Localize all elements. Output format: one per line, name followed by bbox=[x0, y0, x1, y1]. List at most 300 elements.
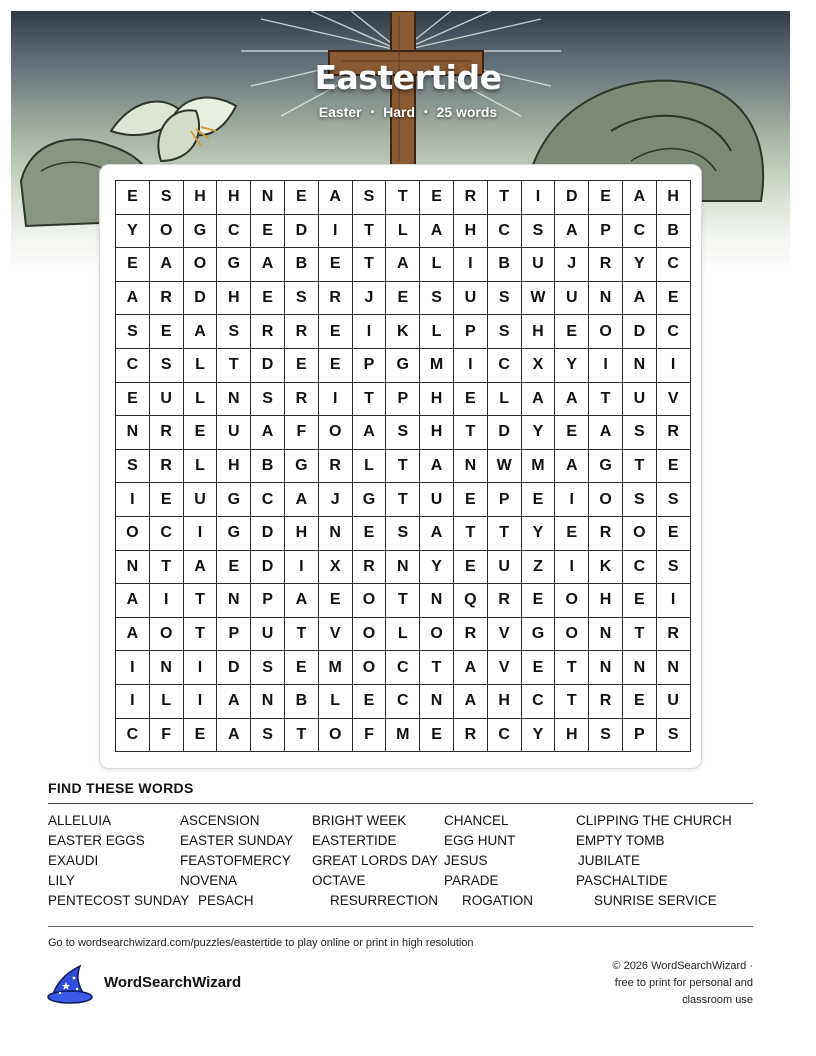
grid-cell[interactable]: O bbox=[589, 315, 623, 349]
grid-cell[interactable]: T bbox=[622, 617, 656, 651]
grid-cell[interactable]: D bbox=[217, 651, 251, 685]
grid-cell[interactable]: E bbox=[284, 651, 318, 685]
grid-cell[interactable]: L bbox=[420, 248, 454, 282]
grid-cell[interactable]: L bbox=[149, 684, 183, 718]
grid-cell[interactable]: F bbox=[149, 718, 183, 752]
grid-cell[interactable]: R bbox=[453, 718, 487, 752]
grid-cell[interactable]: R bbox=[352, 550, 386, 584]
grid-cell[interactable]: D bbox=[251, 516, 285, 550]
grid-row bbox=[116, 584, 691, 618]
grid-cell[interactable]: U bbox=[420, 483, 454, 517]
grid-cell[interactable]: E bbox=[622, 684, 656, 718]
grid-cell[interactable]: A bbox=[589, 416, 623, 450]
grid-cell[interactable]: G bbox=[284, 449, 318, 483]
grid-cell[interactable]: G bbox=[589, 449, 623, 483]
grid-row bbox=[116, 181, 691, 215]
grid-cell[interactable]: A bbox=[420, 449, 454, 483]
grid-cell[interactable]: U bbox=[251, 617, 285, 651]
grid-cell[interactable]: I bbox=[284, 550, 318, 584]
word-list-item: JUBILATE bbox=[578, 853, 641, 868]
grid-cell[interactable]: I bbox=[453, 248, 487, 282]
grid-cell[interactable]: P bbox=[386, 382, 420, 416]
grid-cell[interactable]: C bbox=[386, 651, 420, 685]
grid-cell[interactable]: P bbox=[352, 348, 386, 382]
grid-cell[interactable]: D bbox=[183, 281, 217, 315]
grid-cell[interactable]: Y bbox=[555, 348, 589, 382]
grid-cell[interactable]: J bbox=[555, 248, 589, 282]
grid-cell[interactable]: S bbox=[149, 348, 183, 382]
word-list bbox=[48, 813, 753, 923]
grid-cell[interactable]: V bbox=[318, 617, 352, 651]
grid-cell[interactable]: Y bbox=[622, 248, 656, 282]
grid-cell[interactable]: Y bbox=[521, 718, 555, 752]
grid-cell[interactable]: J bbox=[318, 483, 352, 517]
grid-cell[interactable]: H bbox=[217, 449, 251, 483]
grid-cell[interactable]: M bbox=[521, 449, 555, 483]
grid-cell[interactable]: A bbox=[116, 617, 150, 651]
grid-cell[interactable]: P bbox=[453, 315, 487, 349]
grid-cell[interactable]: R bbox=[149, 281, 183, 315]
grid-cell[interactable]: R bbox=[284, 315, 318, 349]
grid-cell[interactable]: O bbox=[116, 516, 150, 550]
grid-cell[interactable]: B bbox=[284, 684, 318, 718]
grid-cell[interactable]: A bbox=[318, 181, 352, 215]
grid-cell[interactable]: B bbox=[251, 449, 285, 483]
grid-cell[interactable]: A bbox=[251, 416, 285, 450]
grid-cell[interactable]: N bbox=[589, 651, 623, 685]
grid-cell[interactable]: L bbox=[386, 214, 420, 248]
grid-row bbox=[116, 684, 691, 718]
grid-cell[interactable]: T bbox=[183, 584, 217, 618]
grid-cell[interactable]: N bbox=[217, 584, 251, 618]
grid-cell[interactable]: S bbox=[386, 416, 420, 450]
grid-cell[interactable]: E bbox=[656, 449, 690, 483]
grid-cell[interactable]: O bbox=[589, 483, 623, 517]
grid-cell[interactable]: L bbox=[386, 617, 420, 651]
grid-cell[interactable]: T bbox=[555, 651, 589, 685]
grid-cell[interactable]: A bbox=[116, 584, 150, 618]
grid-cell[interactable]: T bbox=[183, 617, 217, 651]
grid-cell[interactable]: T bbox=[622, 449, 656, 483]
grid-cell[interactable]: I bbox=[555, 550, 589, 584]
grid-cell[interactable]: T bbox=[453, 416, 487, 450]
grid-cell[interactable]: I bbox=[183, 516, 217, 550]
grid-cell[interactable]: C bbox=[487, 718, 521, 752]
grid-cell[interactable]: L bbox=[183, 348, 217, 382]
grid-cell[interactable]: D bbox=[251, 550, 285, 584]
grid-cell[interactable]: R bbox=[656, 617, 690, 651]
grid-cell[interactable]: S bbox=[386, 516, 420, 550]
grid-cell[interactable]: I bbox=[656, 584, 690, 618]
grid-cell[interactable]: H bbox=[521, 315, 555, 349]
grid-cell[interactable]: T bbox=[217, 348, 251, 382]
grid-cell[interactable]: H bbox=[589, 584, 623, 618]
grid-cell[interactable]: L bbox=[420, 315, 454, 349]
grid-cell[interactable]: E bbox=[149, 315, 183, 349]
grid-cell[interactable]: T bbox=[487, 181, 521, 215]
grid-cell[interactable]: T bbox=[352, 382, 386, 416]
grid-cell[interactable]: O bbox=[555, 617, 589, 651]
grid-cell[interactable]: C bbox=[521, 684, 555, 718]
grid-cell[interactable]: A bbox=[284, 483, 318, 517]
grid-cell[interactable]: I bbox=[555, 483, 589, 517]
grid-cell[interactable]: R bbox=[284, 382, 318, 416]
grid-cell[interactable]: A bbox=[352, 416, 386, 450]
grid-cell[interactable]: P bbox=[251, 584, 285, 618]
grid-cell[interactable]: H bbox=[183, 181, 217, 215]
grid-cell[interactable]: N bbox=[656, 651, 690, 685]
grid-cell[interactable]: O bbox=[352, 651, 386, 685]
grid-cell[interactable]: E bbox=[555, 315, 589, 349]
grid-cell[interactable]: A bbox=[251, 248, 285, 282]
grid-cell[interactable]: J bbox=[352, 281, 386, 315]
grid-cell[interactable]: D bbox=[251, 348, 285, 382]
grid-cell[interactable]: R bbox=[251, 315, 285, 349]
grid-cell[interactable]: S bbox=[116, 449, 150, 483]
grid-cell[interactable]: I bbox=[318, 382, 352, 416]
grid-cell[interactable]: I bbox=[453, 348, 487, 382]
grid-cell[interactable]: E bbox=[217, 550, 251, 584]
grid-cell[interactable]: M bbox=[386, 718, 420, 752]
grid-cell[interactable]: N bbox=[386, 550, 420, 584]
grid-cell[interactable]: A bbox=[116, 281, 150, 315]
grid-cell[interactable]: A bbox=[183, 550, 217, 584]
grid-cell[interactable]: R bbox=[589, 516, 623, 550]
grid-cell[interactable]: T bbox=[453, 516, 487, 550]
grid-cell[interactable]: U bbox=[487, 550, 521, 584]
grid-cell[interactable]: E bbox=[183, 416, 217, 450]
grid-cell[interactable]: L bbox=[183, 382, 217, 416]
grid-cell[interactable]: R bbox=[487, 584, 521, 618]
grid-cell[interactable]: N bbox=[251, 181, 285, 215]
grid-cell[interactable]: O bbox=[149, 617, 183, 651]
copyright-line: © 2026 WordSearchWizard · bbox=[612, 960, 753, 972]
grid-cell[interactable]: K bbox=[589, 550, 623, 584]
grid-cell[interactable]: P bbox=[622, 718, 656, 752]
grid-cell[interactable]: A bbox=[555, 382, 589, 416]
grid-cell[interactable]: A bbox=[453, 651, 487, 685]
grid-cell[interactable]: Y bbox=[116, 214, 150, 248]
grid-cell[interactable]: N bbox=[149, 651, 183, 685]
grid-cell[interactable]: T bbox=[386, 483, 420, 517]
grid-cell[interactable]: U bbox=[656, 684, 690, 718]
grid-cell[interactable]: E bbox=[318, 584, 352, 618]
word-list-item: PENTECOST SUNDAY bbox=[48, 893, 190, 908]
grid-cell[interactable]: R bbox=[589, 684, 623, 718]
grid-cell[interactable]: R bbox=[589, 248, 623, 282]
grid-cell[interactable]: S bbox=[521, 214, 555, 248]
grid-cell[interactable]: E bbox=[656, 281, 690, 315]
grid-cell[interactable]: D bbox=[555, 181, 589, 215]
grid-cell[interactable]: R bbox=[656, 416, 690, 450]
grid-cell[interactable]: E bbox=[453, 550, 487, 584]
grid-cell[interactable]: E bbox=[318, 315, 352, 349]
grid-cell[interactable]: O bbox=[352, 617, 386, 651]
grid-cell[interactable]: S bbox=[487, 281, 521, 315]
grid-cell[interactable]: I bbox=[352, 315, 386, 349]
grid-cell[interactable]: A bbox=[420, 516, 454, 550]
grid-cell[interactable]: X bbox=[521, 348, 555, 382]
grid-cell[interactable]: I bbox=[116, 651, 150, 685]
grid-cell[interactable]: E bbox=[555, 416, 589, 450]
grid-cell[interactable]: T bbox=[352, 248, 386, 282]
grid-cell[interactable]: T bbox=[487, 516, 521, 550]
grid-cell[interactable]: H bbox=[487, 684, 521, 718]
grid-cell[interactable]: E bbox=[251, 281, 285, 315]
grid-cell[interactable]: E bbox=[318, 348, 352, 382]
grid-cell[interactable]: A bbox=[555, 449, 589, 483]
grid-cell[interactable]: S bbox=[284, 281, 318, 315]
grid-cell[interactable]: T bbox=[149, 550, 183, 584]
grid-cell[interactable]: E bbox=[453, 483, 487, 517]
grid-cell[interactable]: C bbox=[386, 684, 420, 718]
grid-cell[interactable]: E bbox=[116, 382, 150, 416]
grid-cell[interactable]: E bbox=[453, 382, 487, 416]
grid-cell[interactable]: E bbox=[622, 584, 656, 618]
grid-cell[interactable]: E bbox=[521, 651, 555, 685]
grid-cell[interactable]: O bbox=[149, 214, 183, 248]
grid-cell[interactable]: N bbox=[589, 281, 623, 315]
grid-cell[interactable]: B bbox=[656, 214, 690, 248]
grid-cell[interactable]: T bbox=[386, 181, 420, 215]
grid-cell[interactable]: U bbox=[622, 382, 656, 416]
grid-cell[interactable]: E bbox=[521, 483, 555, 517]
grid-cell[interactable]: G bbox=[386, 348, 420, 382]
grid-cell[interactable]: H bbox=[555, 718, 589, 752]
grid-cell[interactable]: U bbox=[149, 382, 183, 416]
grid-cell[interactable]: S bbox=[251, 382, 285, 416]
grid-cell[interactable]: C bbox=[487, 214, 521, 248]
grid-cell[interactable]: D bbox=[487, 416, 521, 450]
grid-cell[interactable]: H bbox=[656, 181, 690, 215]
grid-cell[interactable]: G bbox=[352, 483, 386, 517]
grid-cell[interactable]: C bbox=[656, 315, 690, 349]
grid-cell[interactable]: L bbox=[352, 449, 386, 483]
grid-cell[interactable]: N bbox=[318, 516, 352, 550]
grid-row bbox=[116, 281, 691, 315]
grid-cell[interactable]: A bbox=[386, 248, 420, 282]
grid-cell[interactable]: B bbox=[487, 248, 521, 282]
grid-cell[interactable]: A bbox=[183, 315, 217, 349]
grid-cell[interactable]: R bbox=[453, 181, 487, 215]
grid-cell[interactable]: W bbox=[487, 449, 521, 483]
grid-cell[interactable]: A bbox=[622, 181, 656, 215]
grid-cell[interactable]: R bbox=[149, 416, 183, 450]
grid-cell[interactable]: P bbox=[589, 214, 623, 248]
grid-cell[interactable]: H bbox=[420, 416, 454, 450]
grid-cell[interactable]: A bbox=[217, 684, 251, 718]
grid-cell[interactable]: I bbox=[589, 348, 623, 382]
grid-cell[interactable]: U bbox=[453, 281, 487, 315]
grid-cell[interactable]: E bbox=[420, 718, 454, 752]
grid-cell[interactable]: N bbox=[622, 651, 656, 685]
grid-cell[interactable]: N bbox=[116, 416, 150, 450]
grid-cell[interactable]: E bbox=[352, 516, 386, 550]
grid-cell[interactable]: N bbox=[420, 684, 454, 718]
grid-cell[interactable]: S bbox=[656, 550, 690, 584]
grid-cell[interactable]: M bbox=[318, 651, 352, 685]
grid-cell[interactable]: I bbox=[116, 684, 150, 718]
grid-cell[interactable]: T bbox=[284, 718, 318, 752]
grid-cell[interactable]: E bbox=[589, 181, 623, 215]
grid-cell[interactable]: G bbox=[217, 483, 251, 517]
grid-cell[interactable]: O bbox=[183, 248, 217, 282]
grid-cell[interactable]: A bbox=[555, 214, 589, 248]
grid-cell[interactable]: A bbox=[453, 684, 487, 718]
grid-cell[interactable]: U bbox=[555, 281, 589, 315]
grid-cell[interactable]: E bbox=[386, 281, 420, 315]
grid-cell[interactable]: T bbox=[420, 651, 454, 685]
play-online-link[interactable]: Go to wordsearchwizard.com/puzzles/eastertide to play online or print in high resolution bbox=[48, 937, 474, 949]
grid-cell[interactable]: N bbox=[589, 617, 623, 651]
grid-cell[interactable]: N bbox=[453, 449, 487, 483]
grid-cell[interactable]: C bbox=[622, 550, 656, 584]
grid-cell[interactable]: E bbox=[555, 516, 589, 550]
grid-cell[interactable]: H bbox=[217, 281, 251, 315]
grid-cell[interactable]: R bbox=[453, 617, 487, 651]
grid-cell[interactable]: E bbox=[183, 718, 217, 752]
word-list-item: FEASTOFMERCY bbox=[180, 853, 291, 868]
grid-cell[interactable]: E bbox=[420, 181, 454, 215]
grid-cell[interactable]: S bbox=[622, 416, 656, 450]
grid-cell[interactable]: I bbox=[656, 348, 690, 382]
grid-cell[interactable]: C bbox=[487, 348, 521, 382]
grid-cell[interactable]: L bbox=[183, 449, 217, 483]
grid-cell[interactable]: G bbox=[521, 617, 555, 651]
grid-cell[interactable]: S bbox=[622, 483, 656, 517]
grid-cell[interactable]: C bbox=[656, 248, 690, 282]
grid-cell[interactable]: O bbox=[318, 416, 352, 450]
grid-cell[interactable]: H bbox=[217, 181, 251, 215]
grid-cell[interactable]: Y bbox=[521, 516, 555, 550]
grid-cell[interactable]: I bbox=[183, 684, 217, 718]
grid-cell[interactable]: M bbox=[420, 348, 454, 382]
grid-cell[interactable]: E bbox=[284, 348, 318, 382]
grid-cell[interactable]: S bbox=[116, 315, 150, 349]
grid-cell[interactable]: Y bbox=[420, 550, 454, 584]
grid-cell[interactable]: S bbox=[217, 315, 251, 349]
grid-cell[interactable]: C bbox=[622, 214, 656, 248]
grid-cell[interactable]: P bbox=[217, 617, 251, 651]
grid-cell[interactable]: T bbox=[589, 382, 623, 416]
grid-cell[interactable]: N bbox=[622, 348, 656, 382]
grid-cell[interactable]: E bbox=[251, 214, 285, 248]
grid-cell[interactable]: A bbox=[149, 248, 183, 282]
grid-cell[interactable]: A bbox=[217, 718, 251, 752]
grid-cell[interactable]: R bbox=[318, 449, 352, 483]
grid-cell[interactable]: O bbox=[622, 516, 656, 550]
grid-cell[interactable]: U bbox=[183, 483, 217, 517]
grid-cell[interactable]: S bbox=[149, 181, 183, 215]
grid-cell[interactable]: S bbox=[656, 718, 690, 752]
grid-cell[interactable]: H bbox=[420, 382, 454, 416]
grid-cell[interactable]: Q bbox=[453, 584, 487, 618]
grid-cell[interactable]: C bbox=[149, 516, 183, 550]
grid-cell[interactable]: K bbox=[386, 315, 420, 349]
grid-cell[interactable]: O bbox=[555, 584, 589, 618]
grid-cell[interactable]: E bbox=[352, 684, 386, 718]
grid-cell[interactable]: O bbox=[420, 617, 454, 651]
grid-cell[interactable]: N bbox=[116, 550, 150, 584]
grid-cell[interactable]: P bbox=[487, 483, 521, 517]
grid-cell[interactable]: I bbox=[116, 483, 150, 517]
grid-cell[interactable]: L bbox=[318, 684, 352, 718]
grid-cell[interactable]: E bbox=[116, 181, 150, 215]
grid-cell[interactable]: S bbox=[420, 281, 454, 315]
grid-cell[interactable]: G bbox=[217, 516, 251, 550]
grid-cell[interactable]: V bbox=[656, 382, 690, 416]
grid-cell[interactable]: T bbox=[386, 584, 420, 618]
grid-cell[interactable]: I bbox=[521, 181, 555, 215]
grid-cell[interactable]: I bbox=[183, 651, 217, 685]
grid-cell[interactable]: B bbox=[284, 248, 318, 282]
grid-cell[interactable]: Y bbox=[521, 416, 555, 450]
grid-cell[interactable]: I bbox=[149, 584, 183, 618]
grid-cell[interactable]: O bbox=[352, 584, 386, 618]
grid-cell[interactable]: E bbox=[149, 483, 183, 517]
grid-cell[interactable]: E bbox=[656, 516, 690, 550]
grid-cell[interactable]: R bbox=[149, 449, 183, 483]
grid-cell[interactable]: G bbox=[183, 214, 217, 248]
grid-cell[interactable]: T bbox=[352, 214, 386, 248]
grid-cell[interactable]: N bbox=[420, 584, 454, 618]
grid-cell[interactable]: T bbox=[386, 449, 420, 483]
grid-cell[interactable]: N bbox=[251, 684, 285, 718]
grid-cell[interactable]: I bbox=[318, 214, 352, 248]
grid-cell[interactable]: E bbox=[318, 248, 352, 282]
grid-cell[interactable]: T bbox=[555, 684, 589, 718]
grid-cell[interactable]: A bbox=[284, 584, 318, 618]
grid-cell[interactable]: C bbox=[251, 483, 285, 517]
grid-cell[interactable]: O bbox=[318, 718, 352, 752]
grid-cell[interactable]: C bbox=[116, 348, 150, 382]
grid-cell[interactable]: S bbox=[352, 181, 386, 215]
grid-cell[interactable]: V bbox=[487, 651, 521, 685]
grid-cell[interactable]: S bbox=[656, 483, 690, 517]
grid-cell[interactable]: G bbox=[217, 248, 251, 282]
grid-cell[interactable]: E bbox=[284, 181, 318, 215]
grid-cell[interactable]: C bbox=[116, 718, 150, 752]
grid-cell[interactable]: S bbox=[251, 718, 285, 752]
grid-cell[interactable]: H bbox=[284, 516, 318, 550]
grid-cell[interactable]: L bbox=[487, 382, 521, 416]
grid-cell[interactable]: X bbox=[318, 550, 352, 584]
grid-cell[interactable]: T bbox=[284, 617, 318, 651]
grid-cell[interactable]: F bbox=[352, 718, 386, 752]
grid-cell[interactable]: D bbox=[622, 315, 656, 349]
grid-cell[interactable]: U bbox=[217, 416, 251, 450]
grid-cell[interactable]: S bbox=[589, 718, 623, 752]
grid-cell[interactable]: A bbox=[420, 214, 454, 248]
word-search-grid-card bbox=[99, 164, 702, 769]
grid-cell[interactable]: S bbox=[251, 651, 285, 685]
grid-cell[interactable]: A bbox=[622, 281, 656, 315]
grid-cell[interactable]: A bbox=[521, 382, 555, 416]
grid-cell[interactable]: W bbox=[521, 281, 555, 315]
grid-cell[interactable]: S bbox=[487, 315, 521, 349]
grid-cell[interactable]: E bbox=[116, 248, 150, 282]
grid-cell[interactable]: C bbox=[217, 214, 251, 248]
grid-cell[interactable]: D bbox=[284, 214, 318, 248]
grid-cell[interactable]: V bbox=[487, 617, 521, 651]
grid-cell[interactable]: F bbox=[284, 416, 318, 450]
grid-cell[interactable]: H bbox=[453, 214, 487, 248]
grid-cell[interactable]: E bbox=[521, 584, 555, 618]
grid-cell[interactable]: R bbox=[318, 281, 352, 315]
grid-cell[interactable]: U bbox=[521, 248, 555, 282]
grid-cell[interactable]: N bbox=[217, 382, 251, 416]
grid-cell[interactable]: Z bbox=[521, 550, 555, 584]
